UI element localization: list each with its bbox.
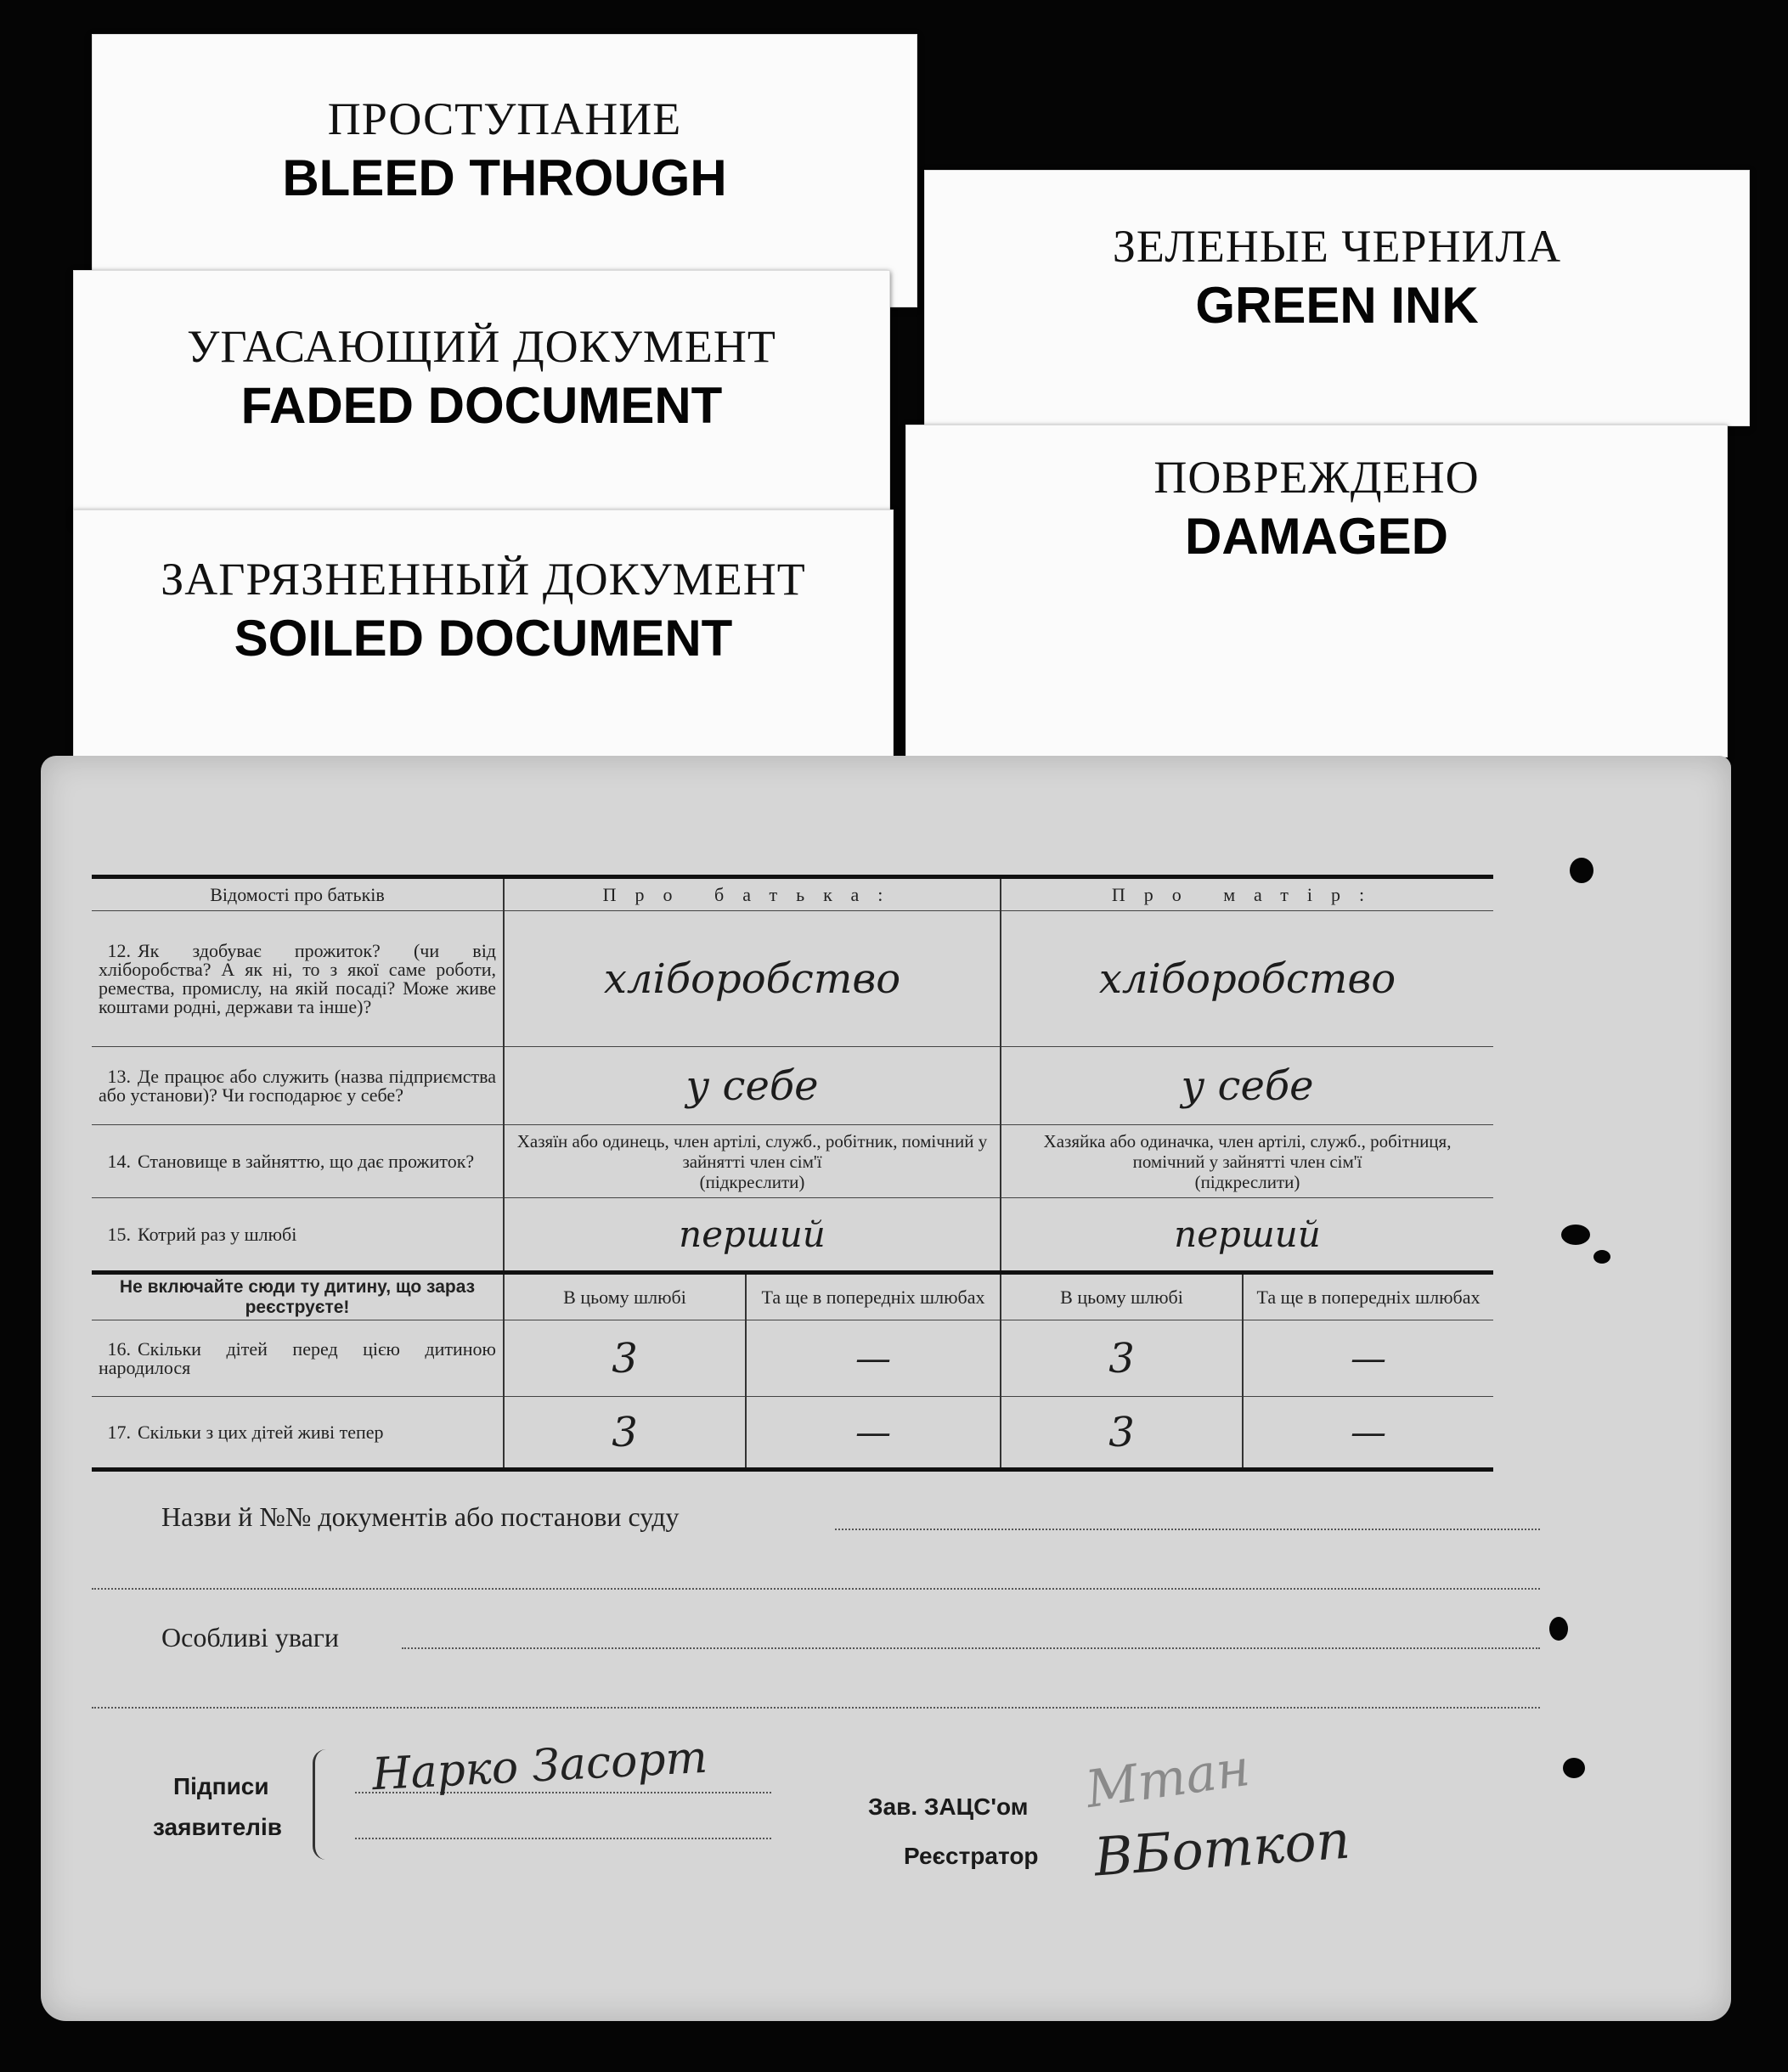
special-notes-label: Особливі уваги [161, 1622, 340, 1653]
card-en-label: SOILED DOCUMENT [234, 610, 733, 667]
table-row-q16 [92, 1320, 1493, 1397]
registrar-label: Реєстратор [904, 1843, 1039, 1869]
damage-hole [1570, 858, 1593, 883]
question-cell [92, 911, 504, 1047]
father-answer: у себе [504, 1047, 1001, 1125]
question-cell [92, 1397, 504, 1470]
father-status-options [504, 1125, 1001, 1198]
damage-hole [1549, 1617, 1568, 1641]
question-text: Де працює або служить (назва підприємства або установи)? Чи господарює у себе? [99, 1065, 496, 1106]
question-text: Як здобуває прожиток? (чи від хліборобства? А як ні, то з якої саме роботи, ремества, промислу, на якій посаді? Може живе коштами родні, держави та інше)? [99, 939, 496, 1017]
zags-head-signature: Мтан [1082, 1737, 1254, 1821]
card-ru-label: ПОВРЕЖДЕНО [1153, 452, 1480, 503]
question-text: Скільки з цих дітей живі тепер [138, 1421, 384, 1443]
documents-line [835, 1529, 1540, 1530]
father-status-text: Хазяїн або одинець, член артілі, служб., робітник, помічний у зайнятті член сім'ї [516, 1130, 988, 1172]
header-mother: Про матір: [1001, 877, 1493, 911]
card-en-label: FADED DOCUMENT [240, 377, 723, 434]
mother-children-alive-this: 3 [1001, 1397, 1243, 1470]
header-father: Про батька: [504, 877, 1001, 911]
zags-head-label: Зав. ЗАЦС'ом [868, 1793, 1029, 1820]
card-faded-document [73, 270, 890, 526]
card-ru-label: ПРОСТУПАНИЕ [327, 93, 682, 144]
special-notes-line-2 [92, 1707, 1540, 1709]
applicant-signature: Нарко Засорт [370, 1731, 709, 1801]
card-ru-label: ЗАГРЯЗНЕННЫЙ ДОКУМЕНТ [161, 554, 806, 605]
registrar-signature: ВБоткоп [1091, 1808, 1352, 1889]
card-ru-label: ЗЕЛЕНЫЕ ЧЕРНИЛА [1112, 221, 1562, 272]
father-answer: хліборобство [504, 911, 1001, 1047]
father-children-this: 3 [504, 1320, 746, 1397]
question-cell [92, 1198, 504, 1273]
mother-answer: хліборобство [1001, 911, 1493, 1047]
card-en-label: BLEED THROUGH [282, 149, 727, 206]
table-row-q17 [92, 1397, 1493, 1470]
father-prev-marriage-header: Та ще в попередніх шлюбах [746, 1273, 1001, 1320]
card-damaged [905, 425, 1728, 757]
signature-brace [313, 1749, 334, 1860]
question-text: Скільки дітей перед цією дитиною народилося [99, 1337, 496, 1378]
table-row-q13 [92, 1047, 1493, 1125]
question-cell [92, 1320, 504, 1397]
signatures-label: Підписи [173, 1773, 269, 1799]
special-notes-line [402, 1647, 1540, 1649]
table-header-row [92, 877, 1493, 911]
father-children-alive-prev: — [746, 1397, 1001, 1470]
question-cell [92, 1125, 504, 1198]
card-en-label: GREEN INK [1195, 277, 1479, 334]
documents-line-2 [92, 1588, 1540, 1590]
damage-hole [1593, 1250, 1610, 1264]
applicants-label: заявителів [153, 1814, 282, 1840]
exclude-child-warning: Не включайте сюди ту дитину, що зараз реєструєте! [92, 1273, 504, 1320]
card-ru-label: УГАСАЮЩИЙ ДОКУМЕНТ [187, 321, 776, 372]
table-row-q14 [92, 1125, 1493, 1198]
underline-note: (підкреслити) [699, 1171, 805, 1192]
registration-form [41, 756, 1731, 2021]
question-number: 15. [107, 1223, 131, 1245]
card-green-ink [924, 170, 1750, 426]
table-row-q12 [92, 911, 1493, 1047]
table-subheader-row [92, 1273, 1493, 1320]
father-answer: перший [504, 1198, 1001, 1273]
father-children-alive-this: 3 [504, 1397, 746, 1470]
father-children-prev: — [746, 1320, 1001, 1397]
question-text: Становище в зайняттю, що дає прожиток? [138, 1150, 475, 1172]
mother-children-prev: — [1243, 1320, 1493, 1397]
applicant-signature-line-2 [355, 1838, 771, 1839]
damage-hole [1561, 1225, 1590, 1245]
question-cell [92, 1047, 504, 1125]
question-text: Котрий раз у шлюбі [138, 1223, 297, 1245]
card-soiled-document [73, 510, 894, 766]
question-number: 17. [107, 1421, 131, 1443]
mother-this-marriage-header: В цьому шлюбі [1001, 1273, 1243, 1320]
card-en-label: DAMAGED [1185, 508, 1448, 565]
header-parents-info: Відомості про батьків [92, 877, 504, 911]
mother-answer: перший [1001, 1198, 1493, 1273]
mother-status-text: Хазяйка або одиначка, член артілі, служб., робітниця, помічний у зайнятті член сім'ї [1043, 1130, 1452, 1172]
damage-hole [1563, 1758, 1585, 1778]
father-this-marriage-header: В цьому шлюбі [504, 1273, 746, 1320]
question-number: 16. [107, 1337, 131, 1360]
question-number: 13. [107, 1065, 131, 1087]
mother-prev-marriage-header: Та ще в попередніх шлюбах [1243, 1273, 1493, 1320]
mother-answer: у себе [1001, 1047, 1493, 1125]
parents-table [92, 875, 1493, 1472]
mother-children-alive-prev: — [1243, 1397, 1493, 1470]
table-row-q15 [92, 1198, 1493, 1273]
underline-note: (підкреслити) [1194, 1171, 1300, 1192]
question-number: 14. [107, 1150, 131, 1172]
card-bleed-through [92, 34, 917, 307]
mother-children-this: 3 [1001, 1320, 1243, 1397]
mother-status-options [1001, 1125, 1493, 1198]
question-number: 12. [107, 939, 131, 961]
documents-label: Назви й №№ документів або постанови суду [161, 1501, 680, 1532]
